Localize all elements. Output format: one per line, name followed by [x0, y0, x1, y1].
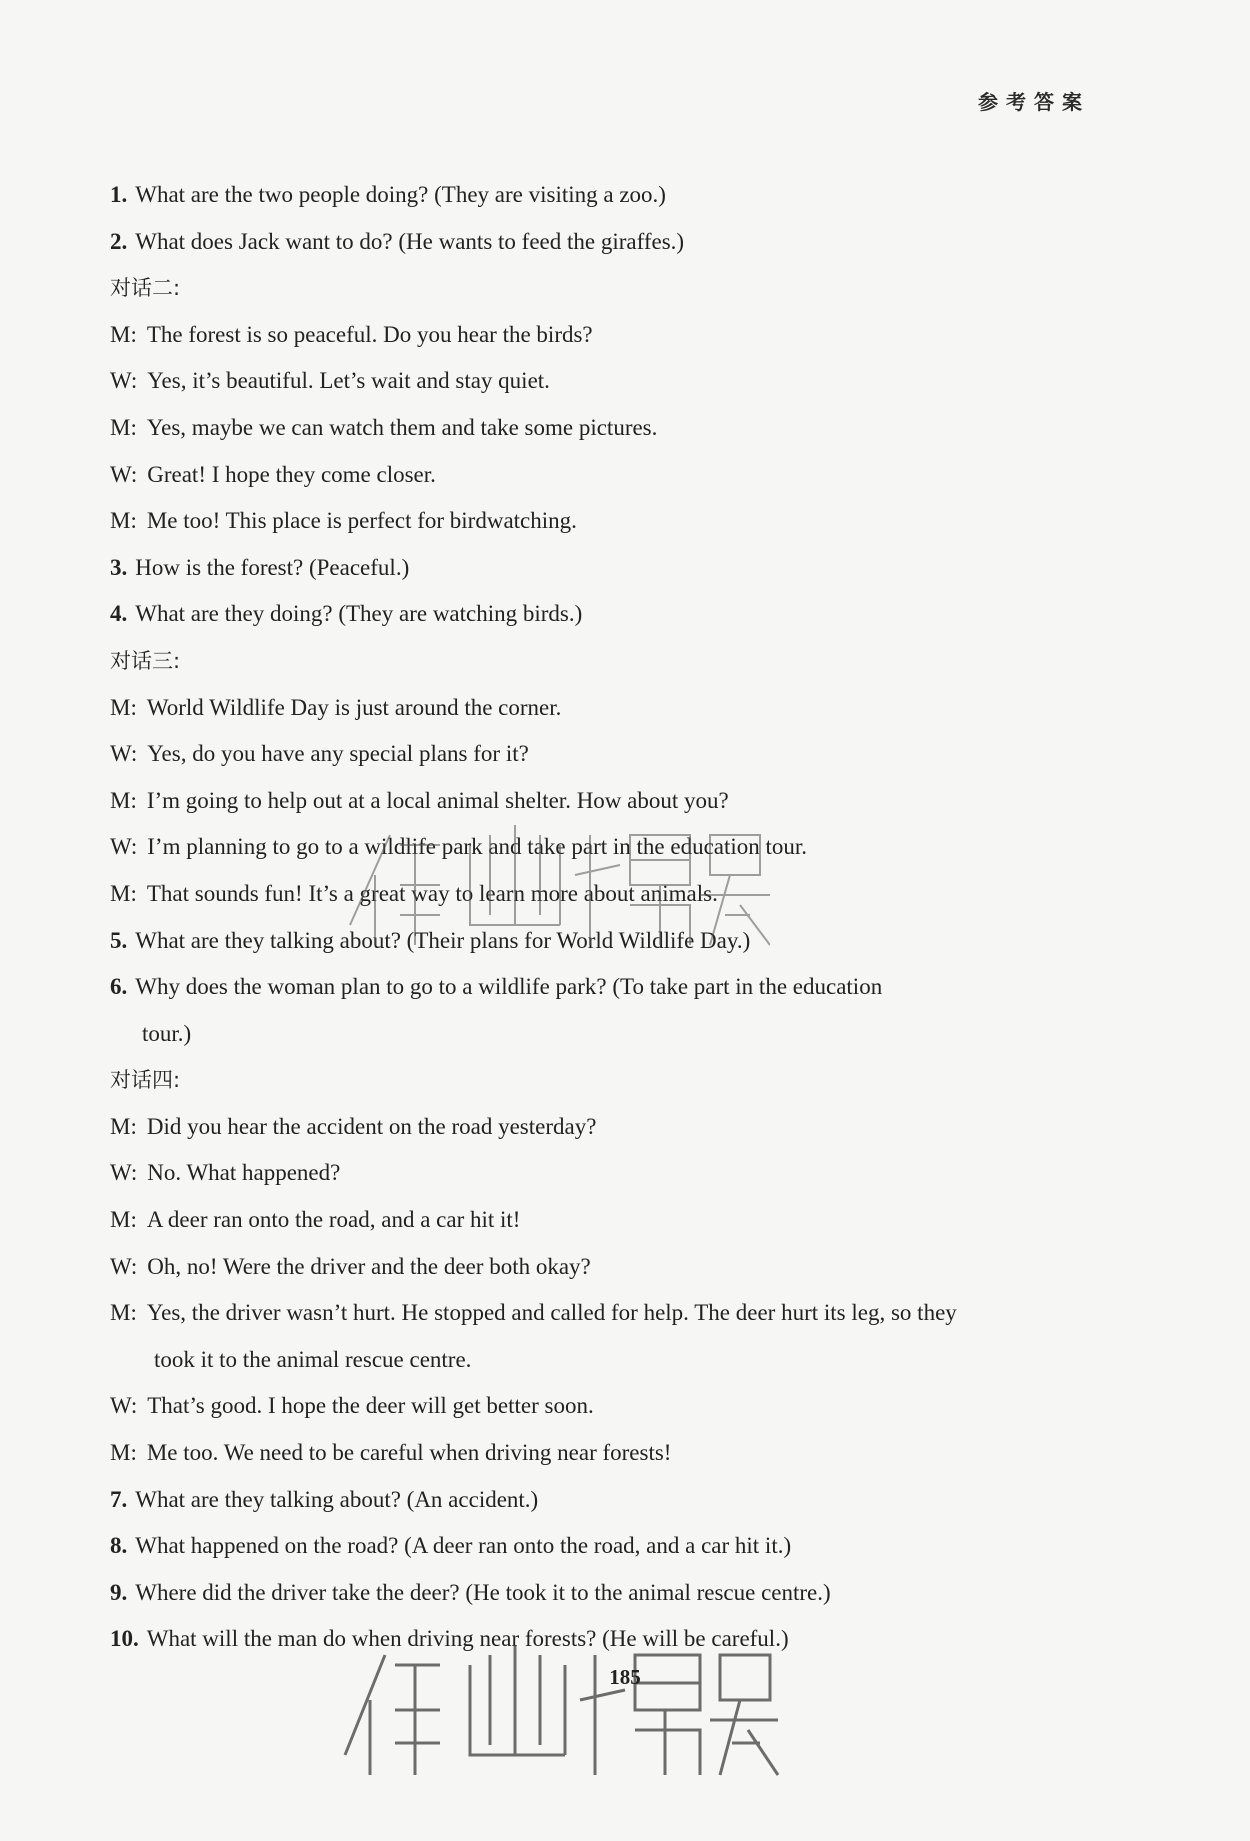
dialogue-continuation: took it to the animal rescue centre.: [154, 1346, 472, 1372]
speaker-label: W:: [110, 1393, 138, 1419]
dialogue-line: [110, 1244, 1090, 1291]
dialogue-line: [110, 358, 1090, 405]
question-text: What are they talking about? (Their plans for World Wildlife Day.): [135, 927, 751, 953]
speaker-label: W:: [110, 461, 138, 487]
speaker-label: W:: [110, 368, 138, 394]
page-number: 185: [609, 1665, 641, 1689]
question-number: 4.: [110, 601, 128, 627]
dialogue-line: [110, 871, 1090, 918]
dialogue-heading: 对话四:: [110, 1068, 181, 1093]
question-continuation: tour.): [142, 1020, 192, 1046]
speaker-label: M:: [110, 321, 137, 347]
dialogue-text: Yes, maybe we can watch them and take some pictures.: [146, 414, 658, 440]
dialogue-line: [110, 1197, 1090, 1244]
question-line: [110, 1477, 1090, 1524]
question-text: What are they doing? (They are watching birds.): [135, 601, 583, 627]
dialogue-text: Me too. We need to be careful when driving near forests!: [146, 1440, 672, 1466]
question-number: 6.: [110, 974, 128, 1000]
dialogue-text: A deer ran onto the road, and a car hit it!: [146, 1207, 521, 1233]
dialogue-line: [110, 405, 1090, 452]
speaker-label: M:: [110, 1113, 137, 1139]
speaker-label: W:: [110, 741, 138, 767]
question-line: [110, 1570, 1090, 1617]
dialogue-text: Me too! This place is perfect for birdwatching.: [146, 508, 577, 534]
question-number: 7.: [110, 1486, 128, 1512]
dialogue-text: Great! I hope they come closer.: [147, 461, 436, 487]
dialogue-text: That’s good. I hope the deer will get better soon.: [147, 1393, 594, 1419]
dialogue-text: World Wildlife Day is just around the corner.: [146, 694, 562, 720]
dialogue-text: I’m planning to go to a wildlife park and take part in the education tour.: [147, 834, 808, 860]
question-line: [110, 545, 1090, 592]
answer-content: [110, 172, 1090, 1663]
dialogue-line: [110, 824, 1090, 871]
question-text: Where did the driver take the deer? (He took it to the animal rescue centre.): [135, 1579, 831, 1605]
question-text: What will the man do when driving near forests? (He will be careful.): [146, 1626, 789, 1652]
speaker-label: M:: [110, 880, 137, 906]
dialogue-heading: 对话二:: [110, 276, 181, 301]
question-line: [110, 1523, 1090, 1570]
question-text: What happened on the road? (A deer ran onto the road, and a car hit it.): [135, 1533, 792, 1559]
speaker-label: W:: [110, 1253, 138, 1279]
dialogue-line: [110, 1290, 1090, 1337]
speaker-label: M:: [110, 787, 137, 813]
dialogue-text: Oh, no! Were the driver and the deer both okay?: [147, 1253, 591, 1279]
speaker-label: M:: [110, 508, 137, 534]
speaker-label: W:: [110, 834, 138, 860]
page-header: 参考答案: [978, 90, 1090, 114]
question-line: [110, 918, 1090, 965]
question-number: 2.: [110, 228, 128, 254]
speaker-label: M:: [110, 414, 137, 440]
dialogue-line: [110, 1430, 1090, 1477]
question-line: [110, 964, 1090, 1011]
dialogue-text: I’m going to help out at a local animal shelter. How about you?: [146, 787, 729, 813]
speaker-label: M:: [110, 1300, 137, 1326]
dialogue-text: Did you hear the accident on the road yesterday?: [146, 1113, 597, 1139]
question-text: What are the two people doing? (They are visiting a zoo.): [135, 182, 666, 207]
dialogue-line: [110, 452, 1090, 499]
dialogue-line: [110, 312, 1090, 359]
dialogue-text: No. What happened?: [147, 1160, 341, 1186]
dialogue-text: Yes, it’s beautiful. Let’s wait and stay quiet.: [147, 368, 550, 394]
speaker-label: W:: [110, 1160, 138, 1186]
dialogue-text: Yes, do you have any special plans for it?: [147, 741, 529, 767]
speaker-label: M:: [110, 694, 137, 720]
question-line: [110, 219, 1090, 266]
dialogue-line: [110, 1104, 1090, 1151]
question-number: 8.: [110, 1533, 128, 1559]
question-text: Why does the woman plan to go to a wildlife park? (To take part in the education: [135, 974, 883, 1000]
dialogue-text: Yes, the driver wasn’t hurt. He stopped and called for help. The deer hurt its leg, so they: [146, 1300, 957, 1326]
dialogue-line: [110, 731, 1090, 778]
speaker-label: M:: [110, 1440, 137, 1466]
dialogue-line: [110, 1150, 1090, 1197]
question-number: 5.: [110, 927, 128, 953]
question-line: [110, 591, 1090, 638]
question-text: What does Jack want to do? (He wants to feed the giraffes.): [135, 228, 685, 254]
question-number: 1.: [110, 182, 128, 207]
dialogue-text: That sounds fun! It’s a great way to learn more about animals.: [146, 880, 718, 906]
question-number: 10.: [110, 1626, 139, 1652]
question-line: [110, 172, 1090, 219]
dialogue-line: [110, 778, 1090, 825]
question-number: 3.: [110, 554, 128, 580]
question-text: What are they talking about? (An accident.): [135, 1486, 539, 1512]
dialogue-line: [110, 498, 1090, 545]
dialogue-line: [110, 685, 1090, 732]
question-text: How is the forest? (Peaceful.): [135, 554, 410, 580]
question-line: [110, 1616, 1090, 1663]
dialogue-text: The forest is so peaceful. Do you hear the birds?: [146, 321, 593, 347]
question-number: 9.: [110, 1579, 128, 1605]
dialogue-line: [110, 1383, 1090, 1430]
speaker-label: M:: [110, 1207, 137, 1233]
dialogue-heading: 对话三:: [110, 648, 181, 673]
